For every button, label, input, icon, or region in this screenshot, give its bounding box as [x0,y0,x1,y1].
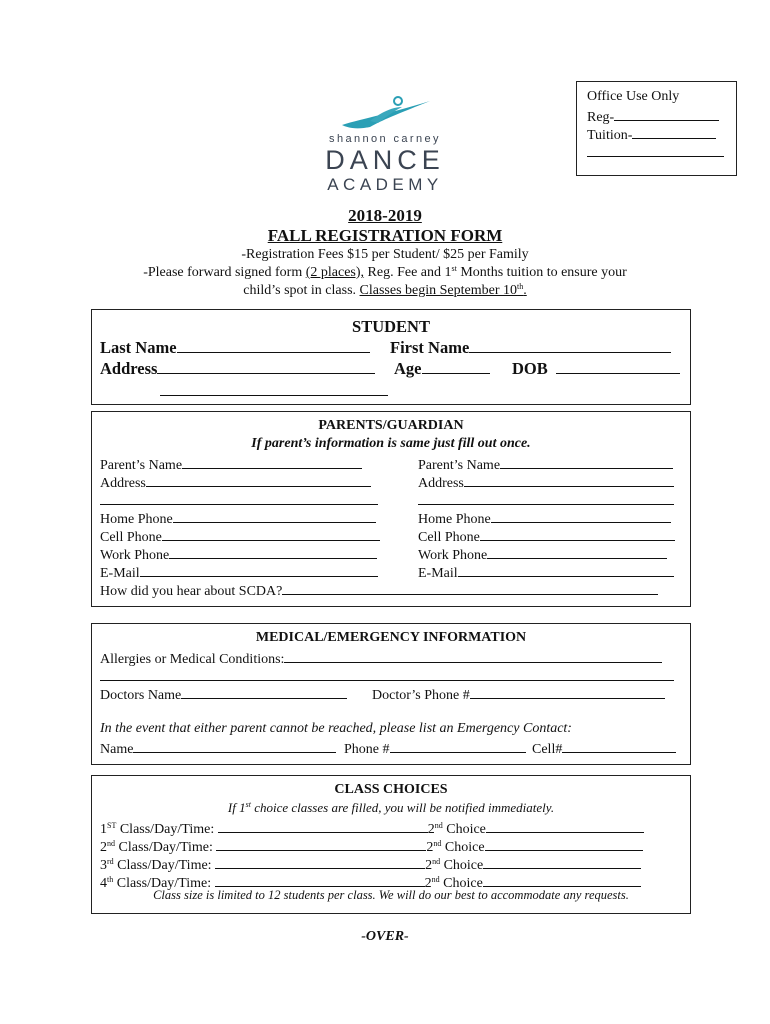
emergency-phone-label: Phone # [344,742,390,757]
parent1-name-label: Parent’s Name [100,458,183,473]
choice-sup: nd [433,839,442,848]
form-title [0,226,770,246]
medical-section [91,623,691,765]
form-year-text: 2018-2019 [348,206,422,225]
class-size-note: Class size is limited to 12 students per class. We will do our best to accommodate any requests. [153,888,629,902]
spot-line [0,283,770,299]
class-choices-section [91,775,691,914]
class-row-sup: ST [107,821,117,830]
parents-note: If parent’s information is same just fill out once. [251,436,531,451]
office-use-title-text: Office Use Only [587,89,680,104]
class-row-num: 4 [100,876,107,891]
class-row-label: Class/Day/Time: [113,876,215,891]
doctor-phone-label: Doctor’s Phone # [372,688,470,703]
parent1-work-blank[interactable] [169,544,377,559]
choice-label: Choice [442,822,486,837]
parent2-home-blank[interactable] [491,508,671,523]
dancer-figure-icon [340,95,432,135]
class-choices-note [92,800,690,816]
classes-begin-end: . [523,283,527,298]
medical-heading: MEDICAL/EMERGENCY INFORMATION [255,630,527,645]
student-section [91,309,691,405]
parent1-address-label: Address [100,476,146,491]
parent2-cell-blank[interactable] [480,526,675,541]
address-label: Address [100,359,158,378]
emergency-cell-blank[interactable] [562,738,676,753]
parent1-cell-label: Cell Phone [100,530,162,545]
address-blank[interactable] [157,359,375,374]
emergency-cell-field[interactable] [532,738,676,759]
class-choices-heading: CLASS CHOICES [334,782,448,797]
age-label: Age [394,359,422,378]
choice-label: Choice [439,876,483,891]
form-year [0,206,770,226]
choice-label: Choice [440,858,484,873]
class-row-label: Class/Day/Time: [116,822,218,837]
parent2-email-label: E-Mail [418,566,458,581]
forward-places: (2 places), [305,265,365,280]
spot-text-a: child’s spot in class. [243,283,360,298]
forward-text-c: Months tuition to ensure your [456,265,627,280]
forward-line [0,265,770,281]
parent2-address-line2-blank[interactable] [418,490,674,505]
parent1-address-blank[interactable] [146,472,371,487]
class-row-sup: rd [107,857,114,866]
class-row-blank[interactable] [215,854,425,869]
address-line-2[interactable] [160,380,388,401]
class-row-num: 3 [100,858,107,873]
office-tuition-label: Tuition- [587,128,633,143]
allergies-blank[interactable] [284,648,662,663]
parent2-work-label: Work Phone [418,548,488,563]
age-field[interactable] [394,358,490,379]
doctor-name-field[interactable] [100,684,347,705]
parent2-name-blank[interactable] [500,454,673,469]
logo-academy-text: ACADEMY [327,175,443,194]
parent2-home-label: Home Phone [418,512,491,527]
class-row-num: 1 [100,822,107,837]
emergency-phone-blank[interactable] [390,738,526,753]
parent1-email-blank[interactable] [140,562,378,577]
last-name-blank[interactable] [177,338,370,353]
office-tuition-blank[interactable] [632,124,716,139]
address-field[interactable] [100,358,375,379]
forward-text-a: -Please forward signed form [143,265,306,280]
allergies-label: Allergies or Medical Conditions: [100,652,285,667]
class-row-label: Class/Day/Time: [115,840,217,855]
dob-field[interactable] [512,358,680,379]
doctor-phone-field[interactable] [372,684,665,705]
doctor-name-blank[interactable] [181,684,347,699]
last-name-label: Last Name [100,338,177,357]
parent1-email-label: E-Mail [100,566,140,581]
forward-sup: st [451,264,457,273]
choice-blank[interactable] [483,854,641,869]
office-use-box [576,81,737,176]
parents-heading: PARENTS/GUARDIAN [318,418,464,433]
choice-sup: nd [431,875,440,884]
hear-about-blank[interactable] [282,580,658,595]
parent1-name-blank[interactable] [182,454,362,469]
class-note-b: choice classes are filled, you will be notified immediately. [250,800,555,815]
parent1-home-blank[interactable] [173,508,376,523]
class-note-a: If 1 [227,800,246,815]
allergies-line2-blank[interactable] [100,666,674,681]
office-extra-field[interactable] [587,142,724,163]
choice-num: 2 [426,840,434,855]
logo-subtitle: shannon carney [329,133,441,145]
office-extra-blank[interactable] [587,142,724,157]
dob-blank[interactable] [556,359,680,374]
class-row-sup: nd [107,839,115,848]
fees-text: -Registration Fees $15 per Student/ $25 per Family [241,247,529,262]
office-use-title [587,88,679,106]
class-row-num: 2 [100,840,107,855]
over-marker: -OVER- [361,929,409,944]
parent2-address-blank[interactable] [464,472,674,487]
class-row-blank[interactable] [216,836,426,851]
class-row-blank[interactable] [215,872,425,887]
parent2-address-label: Address [418,476,464,491]
class-note-sup: st [245,800,251,809]
logo-dance-text: DANCE [325,145,445,175]
dob-label: DOB [512,359,548,378]
choice-label: Choice [441,840,485,855]
forward-text-b: Reg. Fee and 1 [364,265,452,280]
age-blank[interactable] [422,359,490,374]
choice-sup: nd [432,857,441,866]
class-row-blank[interactable] [218,818,428,833]
student-heading: STUDENT [352,317,430,336]
choice-blank[interactable] [486,818,644,833]
parent2-email-blank[interactable] [458,562,674,577]
parent2-cell-label: Cell Phone [418,530,480,545]
emergency-phone-field[interactable] [344,738,526,759]
hear-about-label: How did you hear about SCDA? [100,584,283,599]
office-reg-blank[interactable] [614,106,719,121]
class-row-sup: th [107,875,114,884]
hear-about-field[interactable] [100,580,658,601]
doctor-phone-blank[interactable] [470,684,665,699]
emergency-name-label: Name [100,742,134,757]
fees-line [0,247,770,263]
last-name-field[interactable] [100,337,370,358]
emergency-note: In the event that either parent cannot be reached, please list an Emergency Contact: [100,721,572,736]
choice-num: 2 [425,858,433,873]
form-title-text: FALL REGISTRATION FORM [267,226,503,245]
parent1-cell-blank[interactable] [162,526,380,541]
office-reg-label: Reg- [587,110,615,125]
doctor-name-label: Doctors Name [100,688,182,703]
choice-num: 2 [424,876,432,891]
parent1-address-line2-blank[interactable] [100,490,378,505]
first-name-blank[interactable] [469,338,671,353]
parent1-work-label: Work Phone [100,548,170,563]
classes-begin-text: Classes begin September 10 [359,283,518,298]
emergency-name-blank[interactable] [133,738,336,753]
logo [320,95,450,197]
parent2-work-blank[interactable] [487,544,667,559]
choice-blank[interactable] [485,836,643,851]
class-row-label: Class/Day/Time: [113,858,216,873]
choice-sup: nd [434,821,443,830]
parents-section [91,411,691,607]
emergency-cell-label: Cell# [532,742,563,757]
emergency-name-field[interactable] [100,738,336,759]
parent1-home-label: Home Phone [100,512,173,527]
first-name-field[interactable] [390,337,671,358]
address-line-2-blank[interactable] [160,381,388,396]
parent2-name-label: Parent’s Name [418,458,501,473]
first-name-label: First Name [390,338,470,357]
choice-num: 2 [427,822,435,837]
choice-blank[interactable] [483,872,641,887]
classes-begin-sup: th [517,282,524,291]
classes-begin [360,283,527,298]
